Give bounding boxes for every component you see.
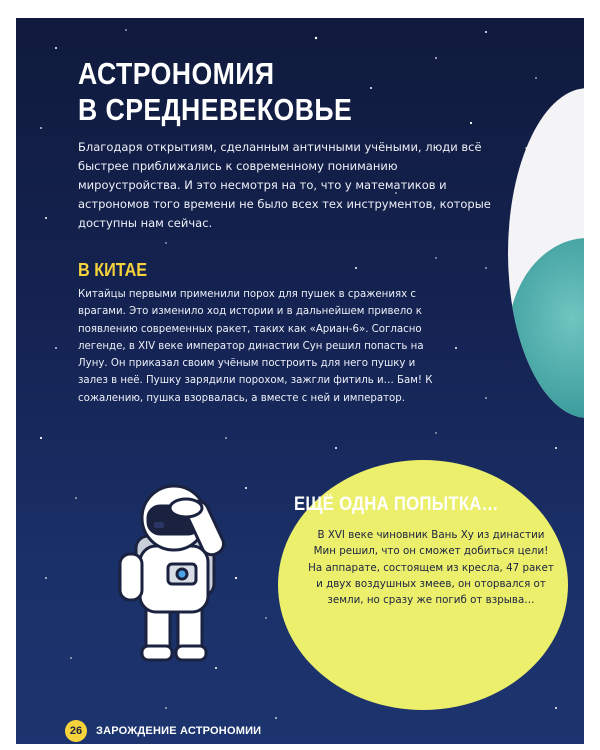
- page-number-badge: 26: [65, 720, 87, 742]
- china-paragraph: Китайцы первыми применили порох для пушек в сражениях с врагами. Это изменило ход истории и в дальнейшем привело к появлению современных ракет, таких как «Ариан-6». Согласно легенде, в XIV веке император династии Сун решил попасть на Луну. Он приказал своим учёным построить для него пушку и залез в неё. Пушку зарядили порохом, зажгли фитиль и… Бам! К сожалению, пушка взорвалась, а вместе с ней и император.: [78, 289, 433, 404]
- intro-paragraph: Благодаря открытиям, сделанным античными учёными, люди всё быстрее приближались к современному пониманию мироустройства. И это несмотря на то, что у математиков и астрономов того времени не было всех тех инструментов, которые доступны нам сейчас.: [78, 140, 491, 230]
- footer-section-label: ЗАРОЖДЕНИЕ АСТРОНОМИИ: [96, 725, 262, 737]
- page-title-line-2: В СРЕДНЕВЕКОВЬЕ: [78, 92, 353, 127]
- page-title-line-1: АСТРОНОМИЯ: [78, 56, 275, 91]
- book-page: [16, 18, 584, 744]
- sidebar-text: В XVI веке чиновник Вань Ху из династии Мин решил, что он сможет добиться цели! На аппарате, состоящем из кресла, 47 ракет и двух воздушных змеев, он оторвался от земли, но сразу же погиб от взрыва…: [308, 529, 554, 607]
- section-heading-china: В КИТАЕ: [78, 260, 148, 280]
- planet-band: [508, 238, 584, 418]
- page-title: [78, 56, 352, 128]
- astronaut-illustration: [116, 478, 236, 668]
- sidebar-heading: ЕЩЁ ОДНА ПОПЫТКА…: [294, 494, 499, 515]
